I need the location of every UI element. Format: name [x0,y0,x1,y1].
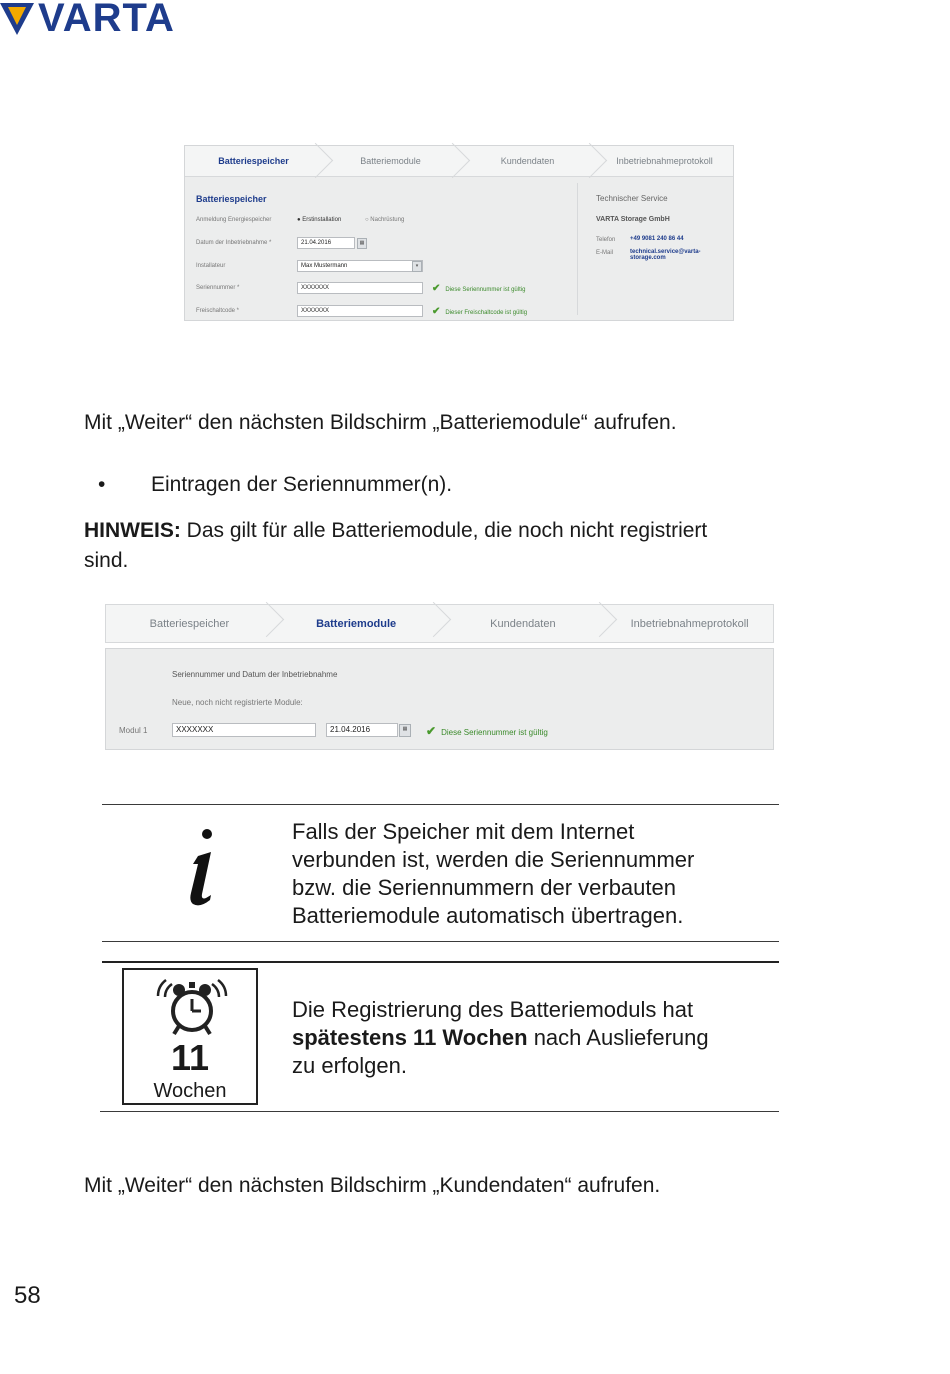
info-icon [178,822,228,912]
installateur-select: Max Mustermann [297,260,423,272]
seriennummer-label: Seriennummer * [196,285,240,291]
section-subtitle: Neue, noch nicht registrierte Module: [172,698,303,707]
module-label: Modul 1 [119,726,148,735]
alarm-clock-icon [152,974,232,1040]
bullet-text: Eintragen der Seriennummer(n). [151,473,453,496]
step-kundendaten: Kundendaten [459,146,596,176]
seriennummer-valid: ✔ Diese Seriennummer ist gültig [432,283,526,294]
datum-input: 21.04.2016 [297,237,355,249]
screenshot-batteriemodule [105,604,774,750]
instruction-kundendaten: Mit „Weiter“ den nächsten Bildschirm „Kundendaten“ aufrufen. [84,1174,661,1197]
freischaltcode-label: Freischaltcode * [196,308,240,314]
rule [100,1111,779,1112]
service-title: Technischer Service [596,194,668,203]
hinweis [84,516,824,576]
step-inbetriebnahmeprotokoll: Inbetriebnahmeprotokoll [616,156,713,166]
info-text: Falls der Speicher mit dem Internet verbunden ist, werden die Seriennummer bzw. die Seriennummern der verbauten Batteriemodule automatisch übertragen. [292,819,695,928]
checkmark-icon: ✔ [432,306,441,317]
badge-unit: Wochen [153,1080,227,1102]
rule [102,961,779,963]
mail-value: technical.service@varta- storage.com [630,249,701,261]
badge-number: 11 [170,1037,210,1078]
form-title: Batteriespeicher [196,194,267,204]
wizard-steps [105,604,774,643]
tel-value: +49 9081 240 86 44 [630,236,684,242]
calendar-icon: ▦ [357,238,367,249]
calendar-icon: ▦ [399,724,411,737]
registration-text: Die Registrierung des Batteriemoduls hat spätestens 11 Wochen nach Auslieferung zu erfolgen. [292,997,709,1078]
anmeldung-label: Anmeldung Energiespeicher [196,217,272,223]
varta-v-icon [0,1,34,35]
tel-label: Telefon [596,237,616,243]
radio-erstinstallation: ● Erstinstallation [297,217,342,223]
step-inbetriebnahmeprotokoll: Inbetriebnahmeprotokoll [630,617,749,630]
rule [102,804,779,805]
step-batteriemodule: Batteriemodule [273,605,440,642]
module-serial-valid: ✔ Diese Seriennummer ist gültig [426,724,548,738]
rule [102,941,779,942]
hinweis-text: Das gilt für alle Batteriemodule, die noch nicht registriert [180,519,708,542]
freischaltcode-input: XXXXXXX [297,305,423,317]
wizard-steps [185,146,733,177]
step-kundendaten: Kundendaten [440,605,607,642]
datum-label: Datum der Inbetriebnahme * [196,240,272,246]
module-date-input: 21.04.2016 [326,723,398,737]
service-company: VARTA Storage GmbH [596,216,670,223]
screenshot-batteriespeicher [184,145,734,321]
step-batteriespeicher: Batteriespeicher [185,146,322,176]
divider [577,183,578,315]
varta-logo [0,0,175,40]
module-form [105,648,774,750]
hinweis-text-2: sind. [84,549,129,572]
hinweis-label: HINWEIS: [84,519,181,542]
bullet-icon: • [98,473,106,496]
page-number: 58 [14,1282,41,1309]
logo-text: VARTA [38,0,175,40]
radio-nachruestung: ○ Nachrüstung [365,217,405,223]
dropdown-arrow-icon: ▾ [412,261,422,272]
installateur-label: Installateur [196,263,226,269]
seriennummer-input: XXXXXXX [297,282,423,294]
mail-label: E-Mail [596,250,614,256]
instruction-batteriemodule: Mit „Weiter“ den nächsten Bildschirm „Batteriemodule“ aufrufen. [84,411,677,434]
freischaltcode-valid: ✔ Dieser Freischaltcode ist gültig [432,306,528,317]
step-batteriemodule: Batteriemodule [322,146,459,176]
module-serial-input: XXXXXXX [172,723,316,737]
checkmark-icon: ✔ [432,283,441,294]
section-title: Seriennummer und Datum der Inbetriebnahme [172,670,338,679]
checkmark-icon: ✔ [426,724,437,738]
step-batteriespeicher: Batteriespeicher [106,605,273,642]
alarm-clock-badge [122,968,258,1105]
